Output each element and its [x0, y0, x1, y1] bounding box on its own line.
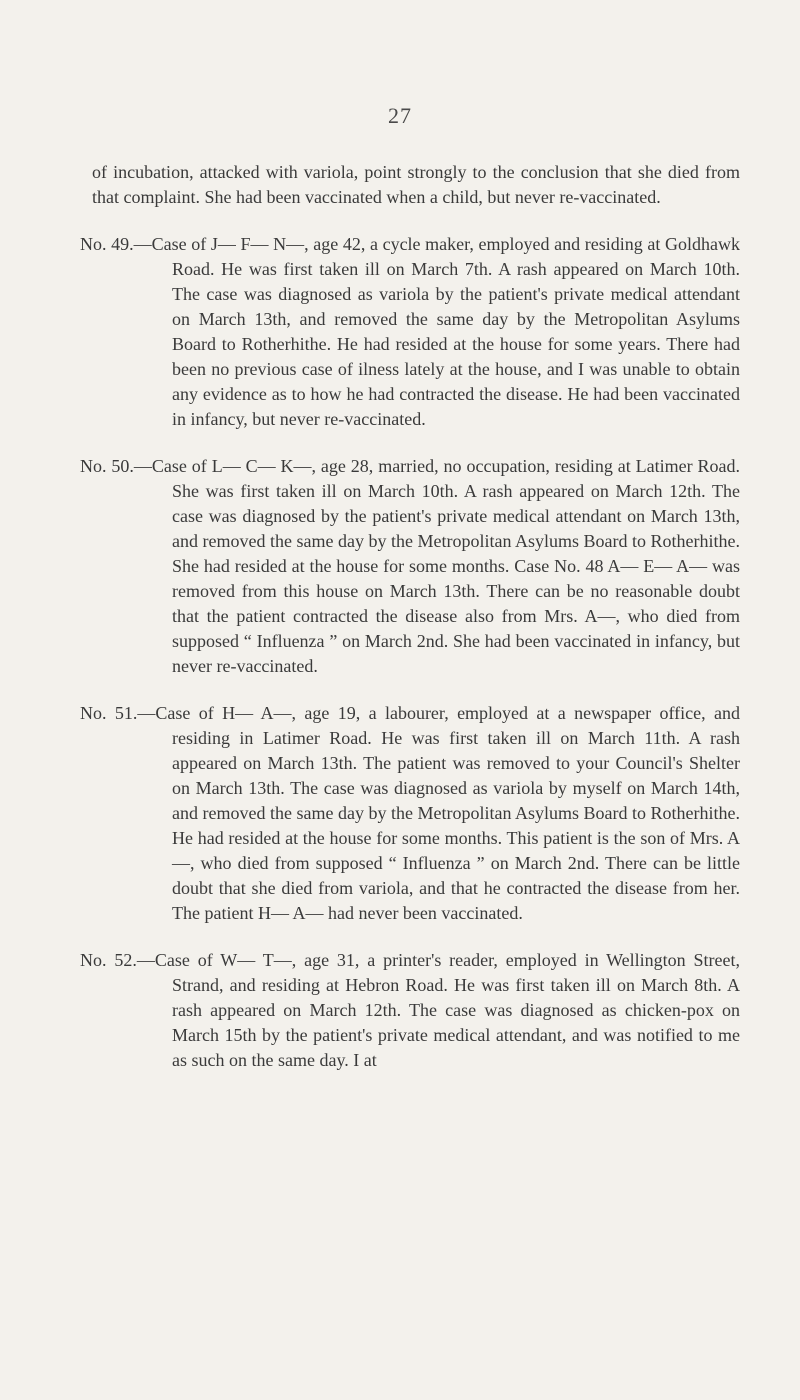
- case-49-text: —Case of J— F— N—, age 42, a cycle maker, employed and residing at Goldhawk Road. He was first taken ill on March 7th. A rash appeared on March 10th. The case was diagnosed as variola by the patient's private medical attendant on March 13th, and removed the same day by the Metropolitan Asylums Board to Rotherhithe. He had resided at the house for some years. There had been no previous case of ilness lately at the house, and I was unable to obtain any evidence as to how he had contracted the disease. He had been vaccinated in infancy, but never re-vaccinated.: [133, 234, 740, 429]
- case-52-text: —Case of W— T—, age 31, a printer's reader, employed in Wellington Street, Strand, and residing at Hebron Road. He was first taken ill on March 8th. A rash appeared on March 12th. The case was diagnosed as chicken-pox on March 15th by the patient's private medical attendant, and was notified to me as such on the same day. I at: [136, 950, 741, 1070]
- case-51-number: No. 51.: [80, 703, 138, 723]
- case-49-paragraph: [80, 232, 740, 432]
- case-51-text: —Case of H— A—, age 19, a labourer, employed at a newspaper office, and residing in Latimer Road. He was first taken ill on March 11th. A rash appeared on March 13th. The patient was removed to your Council's Shelter on March 13th. The case was diagnosed as variola by myself on March 14th, and removed the same day by the Metropolitan Asylums Board to Rotherhithe. He had resided at the house for some months. This patient is the son of Mrs. A—, who died from supposed “ Influenza ” on March 2nd. There can be little doubt that she died from variola, and that he contracted the disease from her. The patient H— A— had never been vaccinated.: [137, 703, 740, 923]
- page-number: 27: [388, 103, 412, 128]
- case-52-paragraph: [80, 948, 740, 1073]
- case-52-number: No. 52.: [80, 950, 137, 970]
- case-50-text: —Case of L— C— K—, age 28, married, no occupation, residing at Latimer Road. She was first taken ill on March 10th. A rash appeared on March 12th. The case was diagnosed by the patient's private medical attendant on March 13th, and removed the same day by the Metropolitan Asylums Board to Rotherhithe. She had resided at the house for some months. Case No. 48 A— E— A— was removed from this house on March 13th. There can be no reasonable doubt that the patient contracted the disease also from Mrs. A—, who died from supposed “ Influenza ” on March 2nd. She had been vaccinated in infancy, but never re-vaccinated.: [133, 456, 740, 676]
- case-51-paragraph: [80, 701, 740, 926]
- page-body: [80, 160, 740, 1095]
- intro-paragraph: of incubation, attacked with variola, point strongly to the conclusion that she died from that complaint. She had been vaccinated when a child, but never re-vaccinated.: [92, 162, 740, 207]
- case-50-paragraph: [80, 454, 740, 679]
- case-49-number: No. 49.: [80, 234, 134, 254]
- case-50-number: No. 50.: [80, 456, 134, 476]
